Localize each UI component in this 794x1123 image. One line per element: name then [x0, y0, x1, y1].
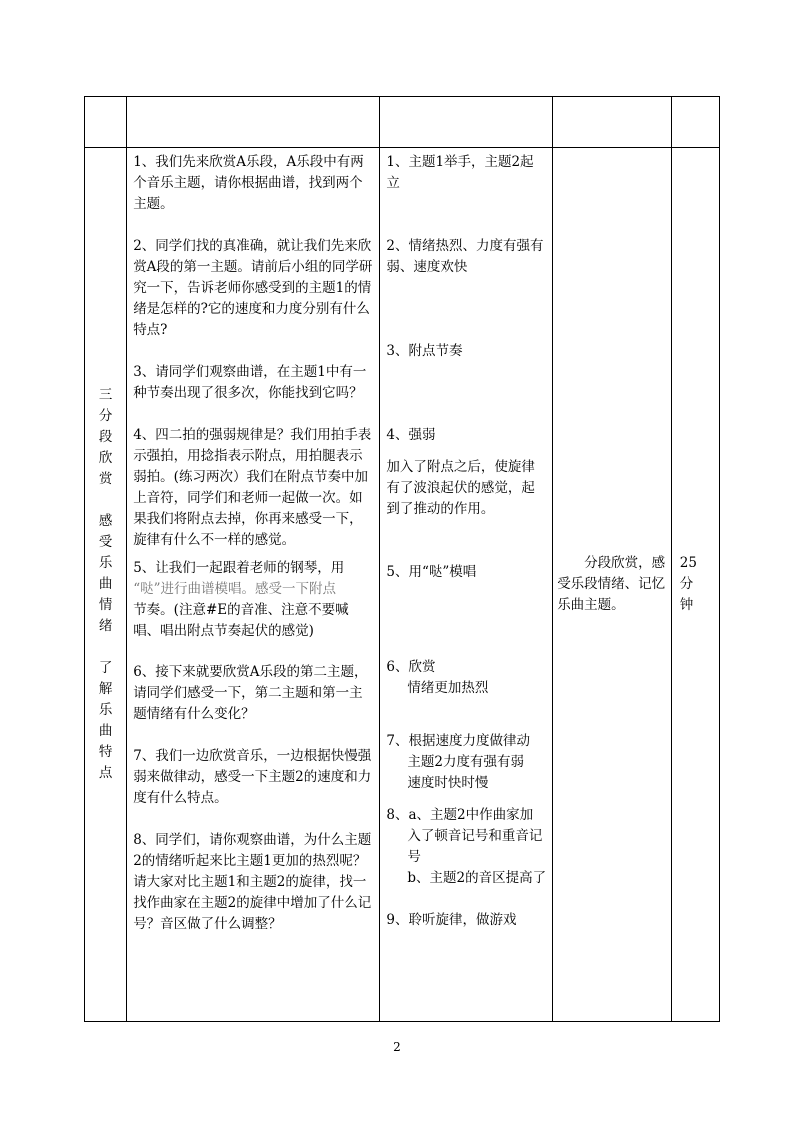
page-number: 2 — [393, 1040, 401, 1054]
empty-cell — [127, 97, 380, 148]
student-activity-cell — [380, 148, 553, 1022]
teacher-step-3: 3、请同学们观察曲谱，在主题1中有一种节奏出现了很多次，你能找到它吗？ — [133, 364, 367, 401]
student-step-4: 4、强弱 — [386, 427, 436, 443]
empty-cell — [671, 97, 719, 148]
purpose-cell — [553, 148, 672, 1022]
teacher-step-5: 5、让我们一起跟着老师的钢琴，用 “哒”进行曲谱模唱。感受一下附点 节奏。(注意#E的音准、注意不要喊唱、唱出附点节奏起伏的感觉) — [133, 560, 349, 639]
teacher-step-7: 7、我们一边欣赏音乐，一边根据快慢强弱来做律动，感受一下主题2的速度和力度有什么特点。 — [133, 748, 372, 806]
purpose-text: 分段欣赏，感受乐段情绪、记忆乐曲主题。 — [557, 555, 666, 613]
student-step-1: 1、主题1举手，主题2起立 — [386, 154, 534, 191]
student-step-7: 7、根据速度力度做律动 主题2力度有强有弱 速度时快时慢 — [386, 733, 530, 791]
time-unit: 分 — [679, 576, 694, 592]
student-step-8a: 8、a、主题2中作曲家加入了顿音记号和重音记号 — [386, 807, 543, 865]
lesson-plan-table — [84, 96, 720, 1022]
time-value: 25 — [679, 555, 697, 571]
empty-cell — [85, 97, 127, 148]
time-unit-2: 钟 — [679, 597, 694, 613]
teacher-step-8: 8、同学们，请你观察曲谱，为什么主题2的情绪听起来比主题1更加的热烈呢？请大家对比主题1和主题2的旋律，找一找作曲家在主题2的旋律中增加了什么记号？音区做了什么调整？ — [133, 832, 372, 932]
student-step-6: 6、欣赏 情绪更加热烈 — [386, 659, 489, 696]
table-row-empty — [85, 97, 720, 148]
student-step-3: 3、附点节奏 — [386, 343, 463, 359]
time-cell — [671, 148, 719, 1022]
teacher-step-1: 1、我们先来欣赏A乐段，A乐段中有两个音乐主题，请你根据曲谱，找到两个主题。 — [133, 154, 364, 212]
student-step-5: 5、用“哒”模唱 — [386, 564, 477, 580]
student-step-2: 2、情绪热烈、力度有强有弱、速度欢快 — [386, 238, 544, 275]
empty-cell — [553, 97, 672, 148]
teacher-activity-cell — [127, 148, 380, 1022]
teacher-step-4: 4、四二拍的强弱规律是？我们用拍手表示强拍，用捻指表示附点，用拍腿表示弱拍。(练习两次）我们在附点节奏中加上音符，同学们和老师一起做一次。如果我们将附点去掉，你再来感受一下，旋律有什么不一样的感觉。 — [133, 427, 372, 548]
table-row-main — [85, 148, 720, 1022]
teacher-step-6: 6、接下来就要欣赏A乐段的第二主题，请同学们感受一下，第二主题和第一主题情绪有什么变化？ — [133, 664, 368, 722]
student-step-9: 9、聆听旋律，做游戏 — [386, 912, 517, 928]
section-title-cell: 三 分 段 欣 赏 感 受 乐 曲 情 绪 了 解 乐 曲 特 点 — [85, 148, 127, 1022]
empty-cell — [380, 97, 553, 148]
student-step-8b: b、主题2的音区提高了 — [407, 870, 547, 886]
teacher-step-2: 2、同学们找的真准确，就让我们先来欣赏A段的第一主题。请前后小组的同学研究一下，告诉老师你感受到的主题1的情绪是怎样的?它的速度和力度分别有什么特点? — [133, 238, 373, 338]
student-step-4-note: 加入了附点之后，使旋律有了波浪起伏的感觉，起到了推动的作用。 — [386, 459, 535, 517]
